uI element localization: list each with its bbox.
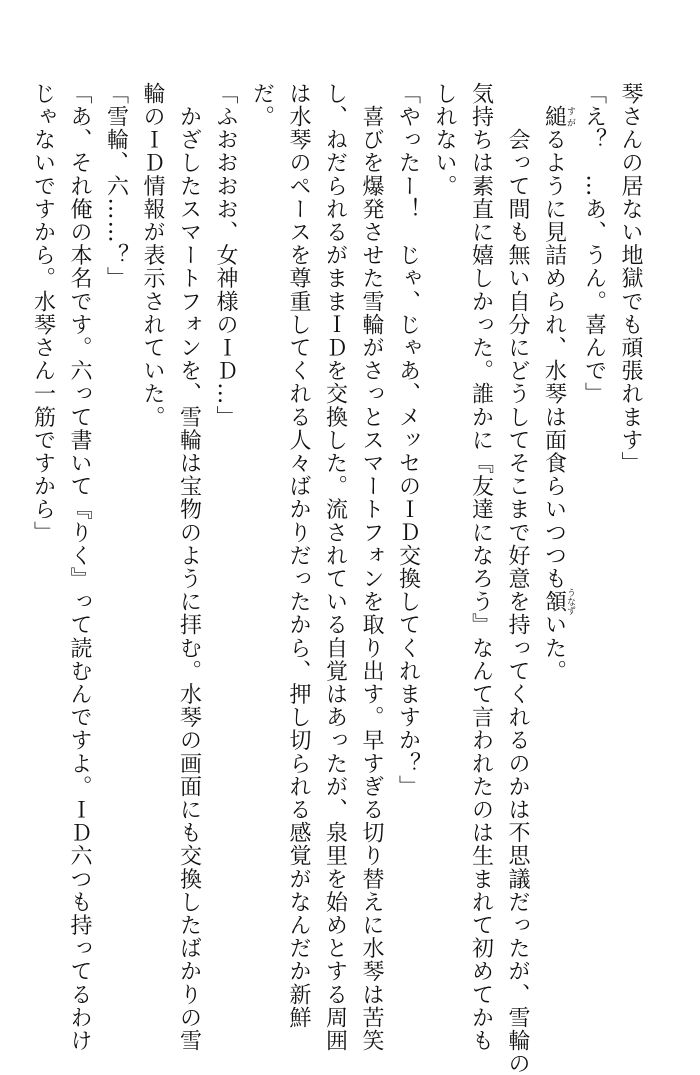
ruby-base: 頷 <box>541 588 567 616</box>
text-line: しれない。 <box>432 82 457 198</box>
text-line: し、ねだられるがままＩＤを交換した。流されている自覚はあったが、泉里を始めとする周囲 <box>322 82 348 1053</box>
ruby-word <box>541 105 575 129</box>
text-line: 琴さんの居ない地獄でも頑張れます」 <box>618 82 643 475</box>
text-line: 「やったー！ じゃ、じゃあ、メッセのＩＤ交換してくれますか？」 <box>395 82 421 799</box>
ruby-reading: すが <box>565 105 575 129</box>
text-line: だ。 <box>249 82 275 129</box>
text-line: 気持ちは素直に嬉しかった。誰かに『友達になろう』なんて言われたのは生まれて初めてかも <box>468 82 494 1053</box>
text-line: かざしたスマートフォンを、雪輪は宝物のように拝む。水琴の画面にも交換したばかりの雪 <box>176 82 202 1053</box>
vertical-text-body <box>30 82 648 1075</box>
text-line: は水琴のペースを尊重してくれる人々ばかりだったから、押し切られる感覚がなんだか新鮮 <box>286 82 311 1030</box>
ruby-reading: うなず <box>565 588 575 616</box>
text-line: 「ふおおおお、女神様のＩＤ…」 <box>213 82 238 429</box>
text-line: 「え？ …あ、うん。喜んで」 <box>581 82 607 406</box>
text-line: 輪のＩＤ情報が表示されていた。 <box>140 82 165 429</box>
text-line: 喜びを爆発させた雪輪がさっとスマートフォンを取り出す。早すぎる切り替えに水琴は苦笑 <box>359 82 384 1053</box>
text-line: 「雪輪、六……？」 <box>103 82 129 290</box>
text-segment <box>542 82 567 105</box>
ruby-word <box>541 588 575 616</box>
text-line: じゃないですから。水琴さん一筋ですから」 <box>30 82 56 544</box>
text-segment: るように見詰められ、水琴は面食らいつつも <box>541 128 567 591</box>
text-line: 「あ、それ俺の本名です。六って書いて『りく』って読むんですよ。ＩＤ六つも持ってるわけ <box>67 82 92 1053</box>
ruby-base: 縋 <box>541 105 567 129</box>
text-line-with-ruby <box>535 82 575 982</box>
text-segment: いた。 <box>541 613 567 683</box>
text-line: 会って間も無い自分にどうしてそこまで好意を持ってくれるのかは不思議だったが、雪輪の <box>505 82 530 1075</box>
